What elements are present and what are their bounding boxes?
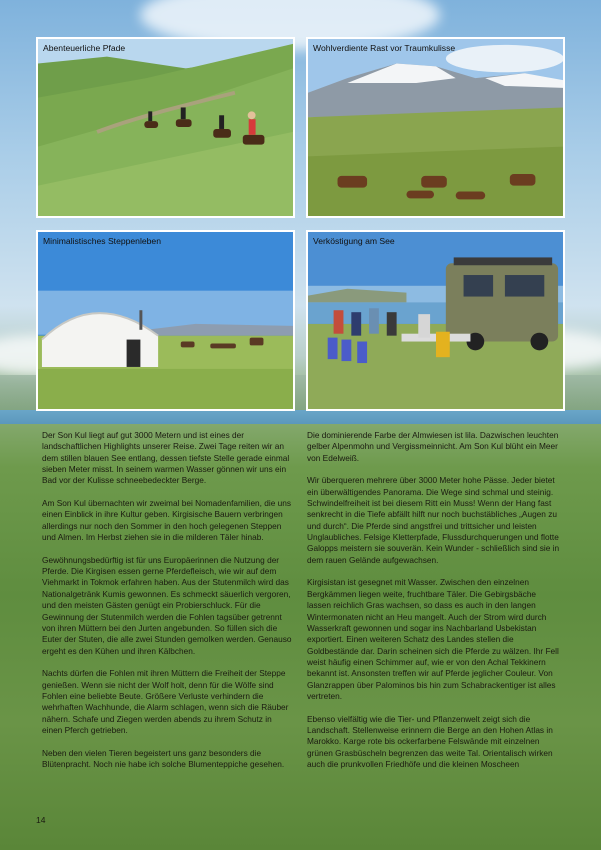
photo-caption: Wohlverdiente Rast vor Traumkulisse: [313, 43, 456, 53]
photo-riders-on-trail: [36, 37, 295, 218]
photo-meal-by-lake: [306, 230, 565, 411]
horses-scene-illustration: [308, 39, 563, 216]
paragraph: Ebenso vielfältig wie die Tier- und Pflanzenwelt zeigt sich die Landschaft. Stellenweise erinnern die Berge an den Hohen Atlas in Marokko. Karge rote bis ockerfarbene Felswände mit einzelnen grünen Grasbüscheln begrenzen das weite Tal. Orientalisch wirken auch die prunkvollen Friedhöfe und die kleinen Moscheen: [307, 713, 553, 769]
paragraph: Wir überqueren mehrere über 3000 Meter hohe Pässe. Jeder bietet ein überwältigendes Panorama. Die Wege sind schmal und steinig. Schwindelfreiheit ist bei diesem Ritt ein Muss! Wenn der Hang fast senkrecht in die Tiefe abfällt hilft nur noch buchstäbliches „Augen zu und durch“. Die Pferde sind angstfrei und trittsicher und leisten Unglaubliches. Felsige Kletterpfade, Flussdurchquerungen und flotte Galopps meistern sie souverän. Kein Wunder - schließlich sind sie in dem rauen Gelände aufgewachsen.: [307, 475, 560, 565]
paragraph: Gewöhnungsbedürftig ist für uns Europäerinnen die Nutzung der Pferde. Die Kirgisen essen gerne Pferdefleisch, wie wir auf dem Viehmarkt in Tokmok erfahren haben. Aus der Stutenmilch wird das Nationalgetränk Kumis gewonnen. Es schmeckt säuerlich vergoren, und den meisten Gästen genügt ein Probierschluck. Für die Gewinnung der Stutenmilch werden die Fohlen tagsüber getrennt von ihren Müttern bei den Jurten angebunden. So füllen sich die Euter der Stuten, die alle zwei Stunden gemolken werden. Genauso ergeht es den Kühen und ihren Kälbchen.: [42, 554, 292, 656]
page-number: 14: [36, 815, 46, 825]
photo-caption: Verköstigung am See: [313, 236, 395, 246]
photo-horses-resting: [306, 37, 565, 218]
photo-yurt-steppe: [36, 230, 295, 411]
text-column-right: [307, 430, 561, 782]
riders-scene-illustration: [38, 39, 293, 216]
yurt-scene-illustration: [38, 232, 293, 409]
paragraph: Kirgisistan ist gesegnet mit Wasser. Zwischen den einzelnen Bergkämmen liegen weite, fruchtbare Täler. Die Gebirgsbäche lassen reichlich Gras wachsen, so dass es auch in den langen Wintermonaten nicht an Heu mangelt. Auch der Strom wird durch Wasserkraft gewonnen und sogar ins Nachbarland Usbekistan exportiert. Einen weiteren Schatz des Landes stellen die Goldbestände dar. Darin scheinen sich die Pferde zu wälzen. Ihr Fell weist häufig einen Schimmer auf, wie er von den Achal Tekkinern bekannt ist. Ansonsten treffen wir auf Pferde jeglicher Couleur. Von Glanzrappen über Palominos bis hin zum Schabrackentiger ist alles vertreten.: [307, 577, 559, 701]
picnic-scene-illustration: [308, 232, 563, 409]
paragraph: Am Son Kul übernachten wir zweimal bei Nomadenfamilien, die uns einen Einblick in ihre Kultur geben. Kirgisische Bauern verbringen allerdings nur noch den Sommer in den hoch gelegenen Steppen und Almen. Im Herbst ziehen sie in die milderen Täler hinab.: [42, 498, 292, 543]
paragraph: Nachts dürfen die Fohlen mit ihren Müttern die Freiheit der Steppe genießen. Wenn sie nicht der Wolf holt, denn für die Wölfe sind Fohlen eine beliebte Beute. Größere Verluste verhindern die wehrhaften Wachhunde, die Alarm schlagen, wenn sich die Räuber nähern. Schafe und Ziegen werden abends zu ihrem Schutz in einen Pferch getrieben.: [42, 668, 289, 735]
paragraph: Neben den vielen Tieren begeistert uns ganz besonders die Blütenpracht. Noch nie habe ich solche Blumenteppiche gesehen.: [42, 747, 285, 769]
text-column-left: [42, 430, 294, 782]
photo-caption: Abenteuerliche Pfade: [43, 43, 126, 53]
paragraph: Die dominierende Farbe der Almwiesen ist lila. Dazwischen leuchten gelber Alpenmohn und Vergissmeinnicht. Am Son Kul blüht ein Meer von Edelweiß.: [307, 430, 559, 463]
background-lake: [0, 410, 601, 424]
paragraph: Der Son Kul liegt auf gut 3000 Metern und ist eines der landschaftlichen Highlights unserer Reise. Zwei Tage reiten wir an dem stillen blauen See entlang, dessen tiefste Stelle gerade einmal sieben Meter misst. In seinem warmen Wasser gönnen wir uns ein Bad vor der Kulisse schneebedeckter Berge.: [42, 430, 290, 486]
photo-caption: Minimalistisches Steppenleben: [43, 236, 161, 246]
